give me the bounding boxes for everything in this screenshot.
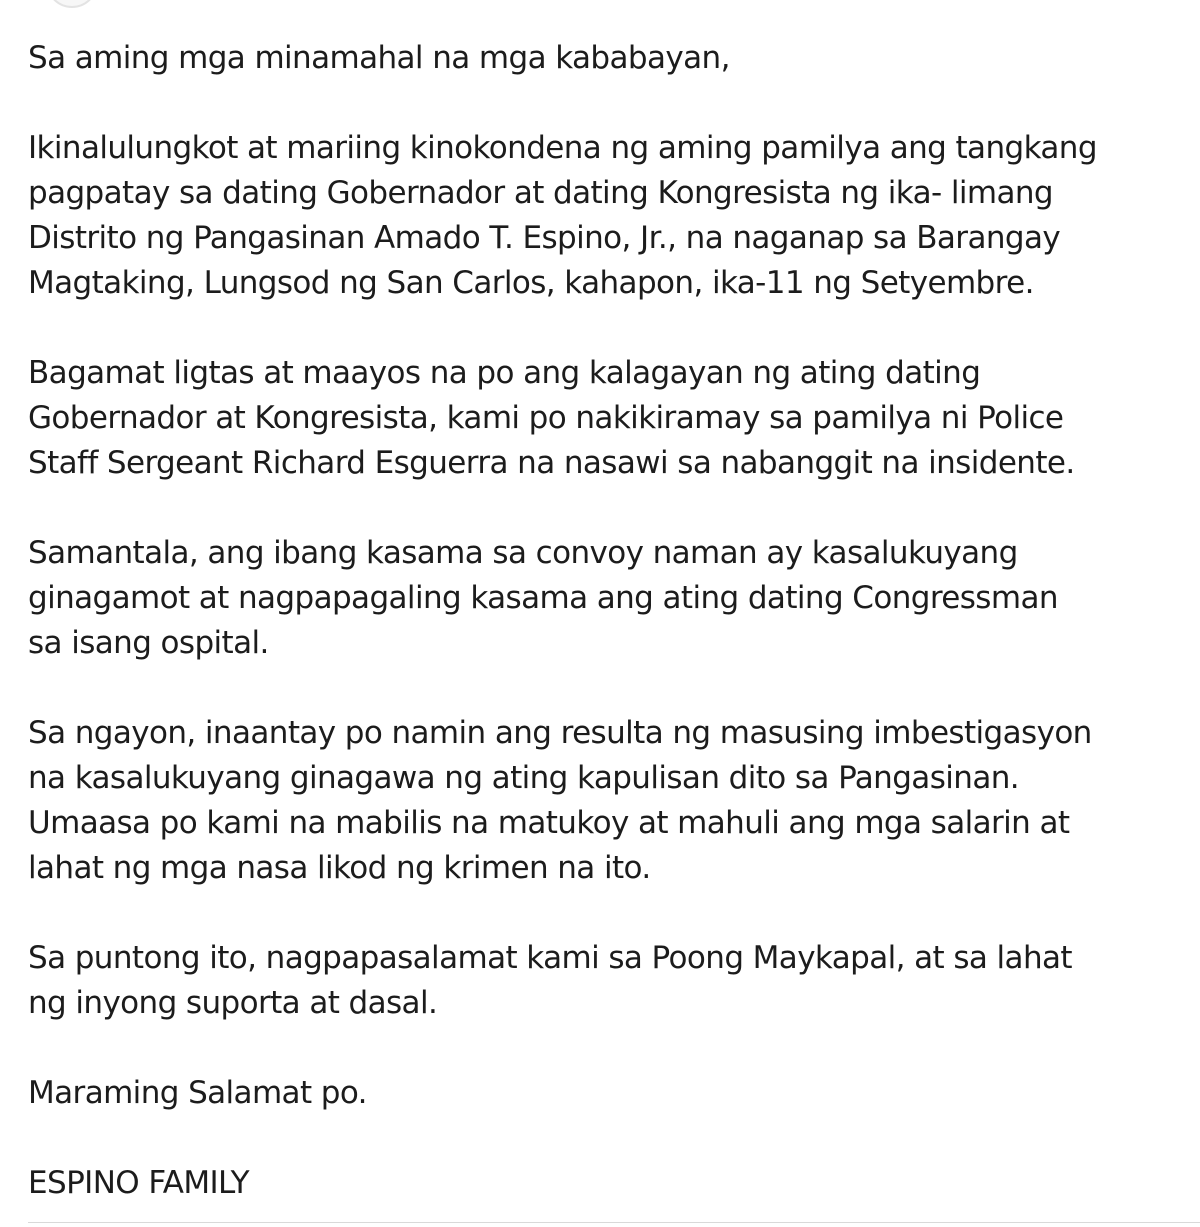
post-closing: Maraming Salamat po. xyxy=(28,1075,367,1111)
paragraph-line: Bagamat ligtas at maayos na po ang kalagayan ng ating dating xyxy=(28,355,981,391)
paragraph-condemnation xyxy=(28,126,1188,306)
post-signature: ESPINO FAMILY xyxy=(28,1165,249,1201)
post-greeting: Sa aming mga minamahal na mga kababayan, xyxy=(28,40,730,76)
paragraph-line: Sa ngayon, inaantay po namin ang resulta ng masusing imbestigasyon xyxy=(28,715,1092,751)
paragraph-line: Ikinalulungkot at mariing kinokondena ng aming pamilya ang tangkang xyxy=(28,130,1097,166)
paragraph-line: Umaasa po kami na mabilis na matukoy at mahuli ang mga salarin at xyxy=(28,805,1070,841)
paragraph-condolence xyxy=(28,351,1188,486)
paragraph-line: Sa puntong ito, nagpapasalamat kami sa Poong Maykapal, at sa lahat xyxy=(28,940,1072,976)
paragraph-line: Samantala, ang ibang kasama sa convoy naman ay kasalukuyang xyxy=(28,535,1018,571)
paragraph-convoy xyxy=(28,531,1188,666)
paragraph-line: Magtaking, Lungsod ng San Carlos, kahapon, ika-11 ng Setyembre. xyxy=(28,265,1034,301)
paragraph-line: sa isang ospital. xyxy=(28,625,269,661)
avatar[interactable] xyxy=(46,0,98,8)
post-body xyxy=(28,36,1188,1206)
paragraph-gratitude xyxy=(28,936,1188,1026)
paragraph-line: Gobernador at Kongresista, kami po nakikiramay sa pamilya ni Police xyxy=(28,400,1064,436)
divider xyxy=(28,1222,1200,1223)
paragraph-line: Staff Sergeant Richard Esguerra na nasawi sa nabanggit na insidente. xyxy=(28,445,1075,481)
paragraph-line: Distrito ng Pangasinan Amado T. Espino, Jr., na naganap sa Barangay xyxy=(28,220,1061,256)
paragraph-investigation xyxy=(28,711,1188,891)
paragraph-line: pagpatay sa dating Gobernador at dating Kongresista ng ika- limang xyxy=(28,175,1053,211)
paragraph-line: na kasalukuyang ginagawa ng ating kapulisan dito sa Pangasinan. xyxy=(28,760,1020,796)
paragraph-line: lahat ng mga nasa likod ng krimen na ito. xyxy=(28,850,651,886)
paragraph-line: ng inyong suporta at dasal. xyxy=(28,985,438,1021)
paragraph-line: ginagamot at nagpapagaling kasama ang ating dating Congressman xyxy=(28,580,1058,616)
